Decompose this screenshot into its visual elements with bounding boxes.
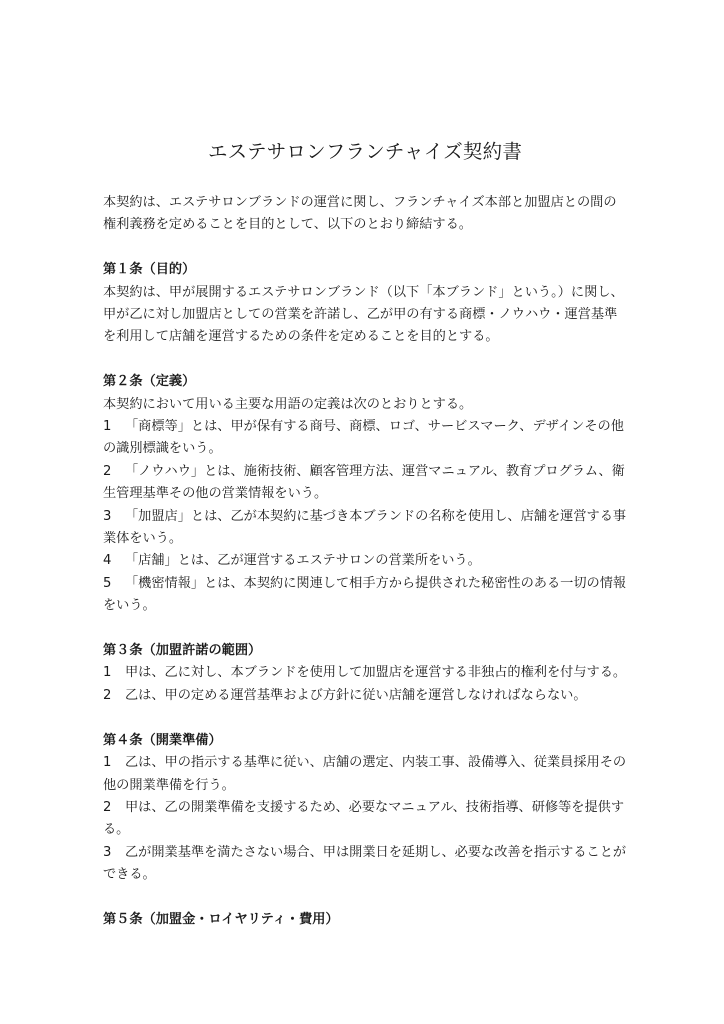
item-text: 「店舗」とは、乙が運営するエステサロンの営業所をいう。: [125, 553, 481, 569]
article-item: [103, 416, 627, 461]
item-number: 4: [103, 553, 112, 569]
item-text: 甲は、乙に対し、本ブランドを使用して加盟店を運営する非独占的権利を付与する。: [125, 665, 627, 681]
article-heading: 第２条（定義）: [103, 374, 196, 390]
item-number: 1: [103, 665, 112, 681]
article-item: [103, 842, 627, 887]
item-text: 「機密情報」とは、本契約に関連して相手方から提供された秘密性のある一切の情報をいう。: [103, 575, 627, 614]
article-item: [103, 685, 627, 707]
item-text: 「ノウハウ」とは、施術技術、顧客管理方法、運営マニュアル、教育プログラム、衛生管理基準その他の営業情報をいう。: [103, 463, 625, 502]
item-text: 甲は、乙の開業準備を支援するため、必要なマニュアル、技術指導、研修等を提供する。: [103, 799, 625, 838]
item-number: 1: [103, 419, 112, 435]
article-paragraph: 本契約において用いる主要な用語の定義は次のとおりとする。: [103, 396, 473, 412]
article-heading: 第１条（目的）: [103, 262, 196, 278]
item-text: 乙は、甲の定める運営基準および方針に従い店舗を運営しなければならない。: [125, 687, 587, 703]
item-number: 2: [103, 799, 112, 815]
document-title: エステサロンフランチャイズ契約書: [207, 140, 523, 163]
article-5: [103, 909, 627, 931]
article-4: [103, 730, 627, 887]
article-paragraph: 本契約は、甲が展開するエステサロンブランド（以下「本ブランド」という。）に関し、甲が乙に対し加盟店としての営業を許諾し、乙が甲の有する商標・ノウハウ・運営基準を利用して店舗を運営するための条件を定めることを目的とする。: [103, 284, 624, 345]
item-number: 1: [103, 755, 112, 771]
item-text: 「加盟店」とは、乙が本契約に基づき本ブランドの名称を使用し、店舗を運営する事業体をいう。: [103, 508, 627, 547]
article-1: [103, 259, 627, 349]
article-heading: 第３条（加盟許諾の範囲）: [103, 643, 262, 659]
item-number: 2: [103, 687, 112, 703]
article-item: [103, 550, 627, 572]
item-number: 2: [103, 463, 112, 479]
article-2: [103, 371, 627, 617]
item-number: 3: [103, 508, 112, 524]
article-item: [103, 506, 627, 551]
item-number: 5: [103, 575, 112, 591]
item-text: 「商標等」とは、甲が保有する商号、商標、ロゴ、サービスマーク、デザインその他の識別標識をいう。: [103, 419, 624, 457]
article-item: [103, 797, 627, 842]
item-text: 乙が開業基準を満たさない場合、甲は開業日を延期し、必要な改善を指示することができる。: [103, 844, 627, 883]
article-item: [103, 461, 627, 506]
intro-paragraph: 本契約は、エステサロンブランドの運営に関し、フランチャイズ本部と加盟店との間の権利義務を定めることを目的として、以下のとおり締結する。: [103, 195, 617, 233]
item-number: 3: [103, 844, 112, 860]
article-heading: 第４条（開業準備）: [103, 732, 222, 748]
article-item: [103, 662, 627, 684]
document-body: [103, 192, 627, 954]
article-item: [103, 752, 627, 797]
article-heading: 第５条（加盟金・ロイヤリティ・費用）: [103, 911, 339, 927]
article-item: [103, 573, 627, 618]
article-3: [103, 640, 627, 707]
item-text: 乙は、甲の指示する基準に従い、店舗の選定、内装工事、設備導入、従業員採用その他の開業準備を行う。: [103, 755, 627, 793]
